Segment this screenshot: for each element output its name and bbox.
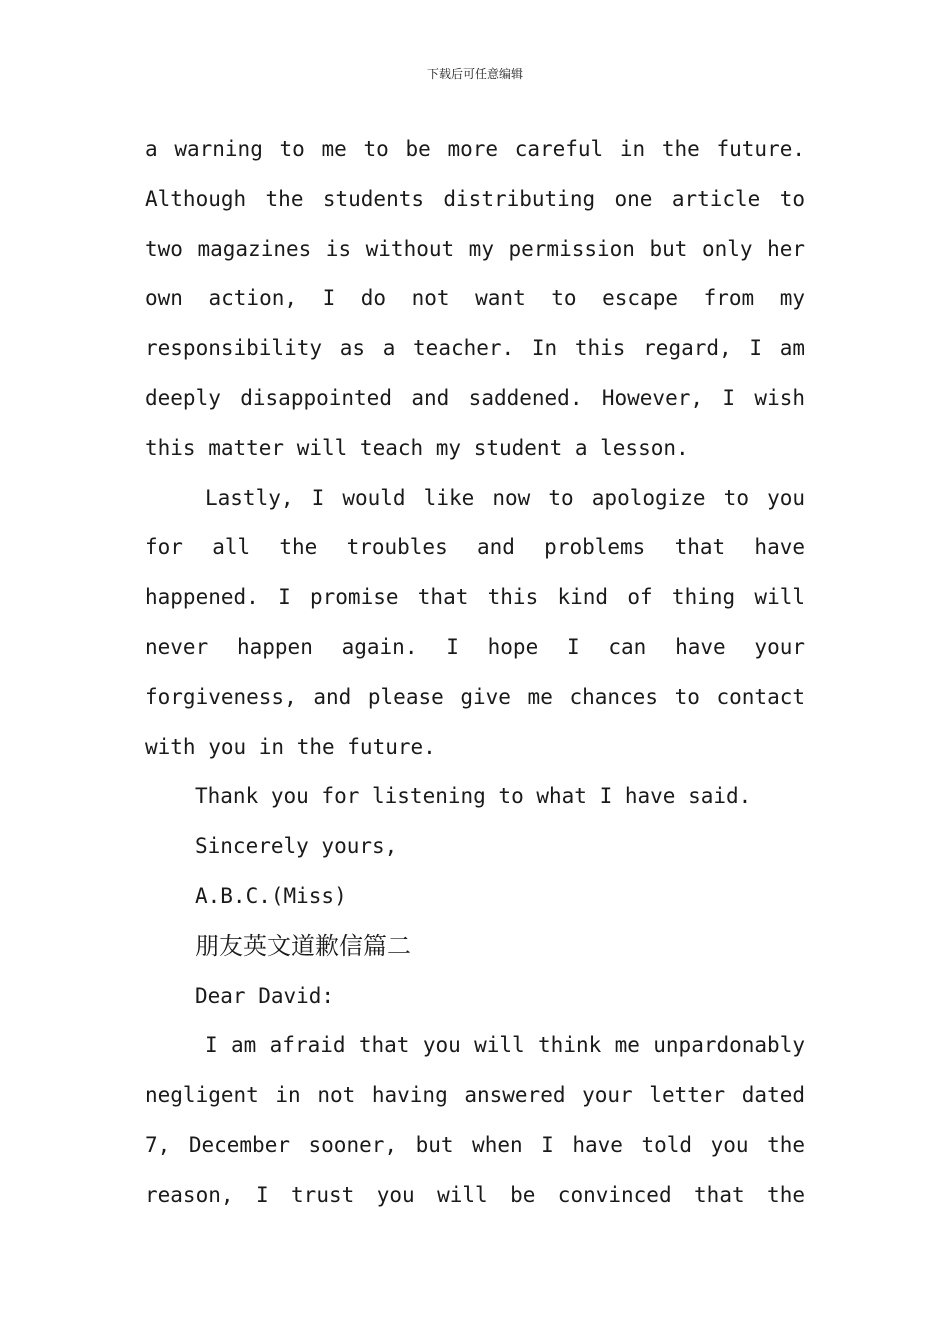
text-line: never happen again. I hope I can have your <box>145 634 805 659</box>
text-line: for all the troubles and problems that have <box>145 535 805 560</box>
text-line: a warning to me to be more careful in the future. <box>145 137 805 161</box>
text-line: Although the students distributing one article to <box>145 186 805 211</box>
salutation-line: Dear David: <box>195 983 335 1008</box>
text-line: this matter will teach my student a lesson. <box>145 435 689 460</box>
text-line: own action, I do not want to escape from my <box>145 286 805 311</box>
text-line: I am afraid that you will think me unpardonably <box>205 1033 805 1058</box>
closing-line: Sincerely yours, <box>195 834 398 859</box>
section-heading: 朋友英文道歉信篇二 <box>195 931 411 960</box>
text-line: 7, December sooner, but when I have told you the <box>145 1132 805 1157</box>
text-line: with you in the future. <box>145 734 436 759</box>
text-line: happened. I promise that this kind of thing will <box>145 585 805 610</box>
text-line: Lastly, I would like now to apologize to you <box>205 485 805 510</box>
text-line: reason, I trust you will be convinced that the <box>145 1182 805 1207</box>
text-line: forgiveness, and please give me chances to contact <box>145 684 805 709</box>
text-line: two magazines is without my permission but only her <box>145 236 805 261</box>
text-line: negligent in not having answered your letter dated <box>145 1083 805 1108</box>
signature-line: A.B.C.(Miss) <box>195 883 347 908</box>
text-line: deeply disappointed and saddened. However, I wish <box>145 385 805 410</box>
thanks-line: Thank you for listening to what I have said. <box>195 784 752 809</box>
document-body <box>145 125 805 1221</box>
page-header: 下载后可任意编辑 <box>426 67 523 81</box>
text-line: responsibility as a teacher. In this regard, I am <box>145 336 805 361</box>
